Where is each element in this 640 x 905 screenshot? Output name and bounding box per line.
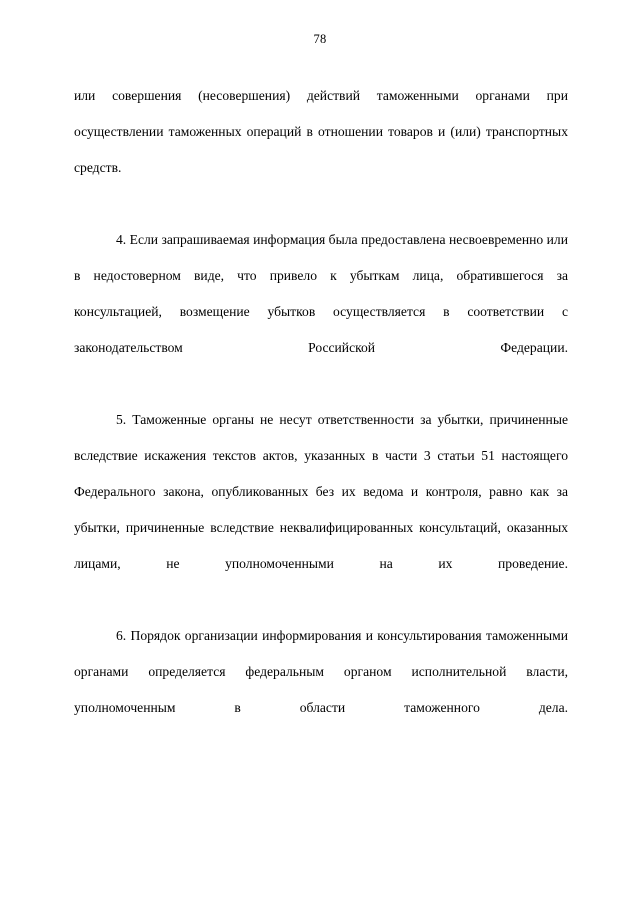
paragraph-item-4: 4. Если запрашиваемая информация была предоставлена несвоевременно или в недостоверном виде, что привело к убыткам лица, обратившегося за консультацией, возмещение убытков осуществляется в соответствии с законодательством Российской Федерации. bbox=[74, 232, 568, 355]
page-number: 78 bbox=[313, 32, 327, 46]
paragraph-item-5: 5. Таможенные органы не несут ответственности за убытки, причиненные вследствие искажения текстов актов, указанных в части 3 статьи 51 настоящего Федерального закона, опубликованных без их ведома и контроля, равно как за убытки, причиненные вследствие неквалифицированных консультаций, оказанных лицами, не уполномоченными на их проведение. bbox=[74, 412, 568, 571]
document-body bbox=[74, 78, 568, 762]
paragraph-item-6: 6. Порядок организации информирования и консультирования таможенными органами определяется федеральным органом исполнительной власти, уполномоченным в области таможенного дела. bbox=[74, 628, 568, 715]
paragraph-continuation: или совершения (несовершения) действий таможенными органами при осуществлении таможенных операций в отношении товаров и (или) транспортных средств. bbox=[74, 88, 568, 175]
